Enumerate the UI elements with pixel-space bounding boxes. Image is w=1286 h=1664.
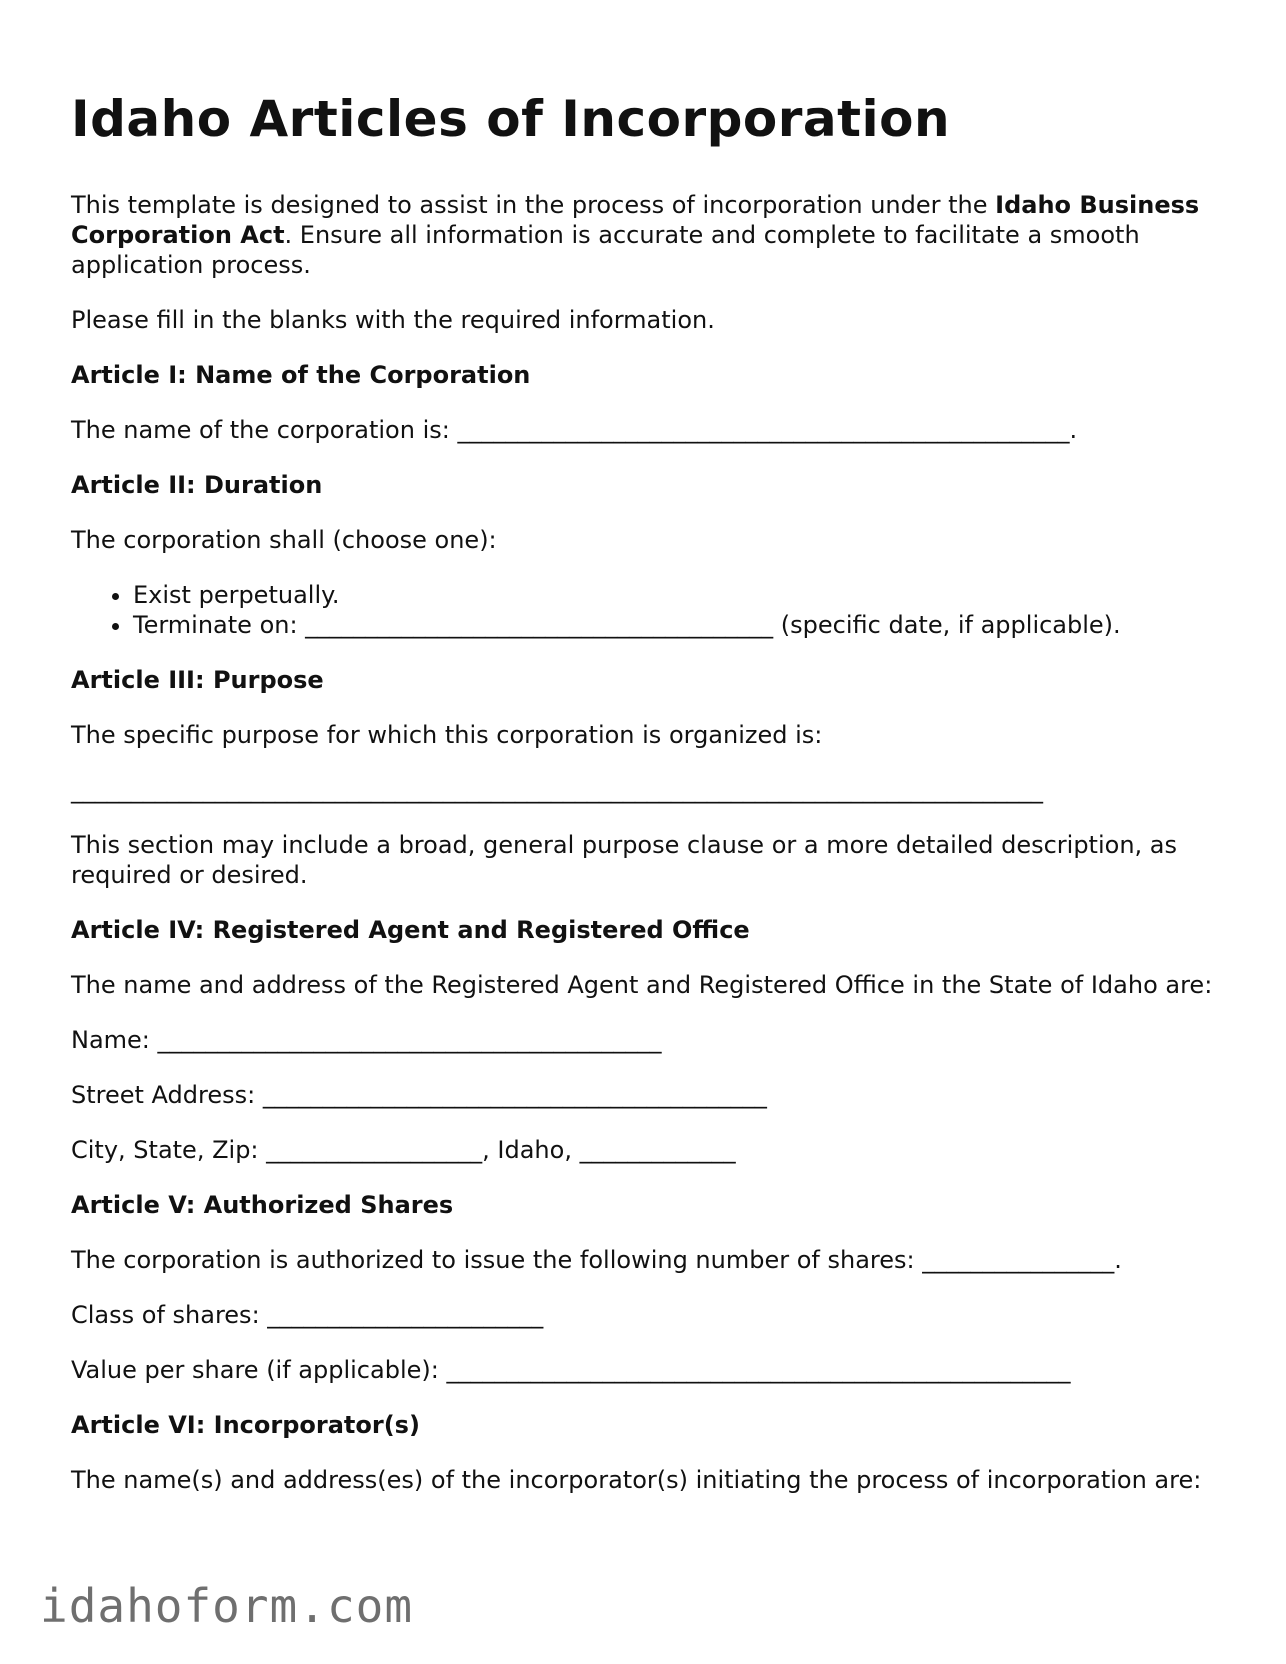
article-5-heading: Article V: Authorized Shares — [71, 1191, 454, 1219]
duration-option-perpetual: • Exist perpetually. — [133, 580, 1221, 610]
intro-text-end: . Ensure all information is accurate and complete to facilitate a smooth application process. — [71, 221, 1140, 279]
duration-option-terminate: • Terminate on: _______________________________________ (specific date, if applicable). — [133, 610, 1221, 640]
agent-street-field: Street Address: __________________________________________ — [71, 1081, 767, 1109]
duration-options — [71, 580, 1221, 640]
intro-paragraph — [71, 190, 1221, 280]
article-1-heading: Article I: Name of the Corporation — [71, 361, 531, 389]
intro-act-name: Idaho Business Corporation Act — [71, 191, 1200, 249]
article-3-heading: Article III: Purpose — [71, 666, 324, 694]
document-title: Idaho Articles of Incorporation — [71, 90, 951, 148]
duration-intro: The corporation shall (choose one): — [71, 526, 497, 554]
instruction-text: Please fill in the blanks with the required information. — [71, 306, 715, 334]
document-page — [71, 84, 1221, 1520]
agent-name-field: Name: __________________________________________ — [71, 1026, 662, 1054]
corporation-name-field: The name of the corporation is: ___________________________________________________. — [71, 416, 1078, 444]
purpose-intro: The specific purpose for which this corporation is organized is: — [71, 721, 823, 749]
value-per-share-field: Value per share (if applicable): ____________________________________________________ — [71, 1356, 1071, 1384]
intro-text-start: This template is designed to assist in the process of incorporation under the — [71, 191, 996, 219]
incorporators-intro: The name(s) and address(es) of the incorporator(s) initiating the process of incorporation are: — [71, 1466, 1202, 1494]
registered-agent-intro: The name and address of the Registered Agent and Registered Office in the State of Idaho are: — [71, 971, 1213, 999]
number-of-shares-field: The corporation is authorized to issue the following number of shares: ________________. — [71, 1246, 1122, 1274]
agent-city-state-zip-field: City, State, Zip: __________________, Idaho, _____________ — [71, 1136, 736, 1164]
class-of-shares-field: Class of shares: _______________________ — [71, 1301, 544, 1329]
site-watermark: idahoform.com — [40, 1579, 414, 1633]
purpose-blank-field: _________________________________________________________________________________ — [71, 776, 1043, 804]
article-2-heading: Article II: Duration — [71, 471, 323, 499]
article-6-heading: Article VI: Incorporator(s) — [71, 1411, 420, 1439]
article-4-heading: Article IV: Registered Agent and Registered Office — [71, 916, 750, 944]
purpose-note: This section may include a broad, general purpose clause or a more detailed description, as required or desired. — [71, 831, 1177, 889]
